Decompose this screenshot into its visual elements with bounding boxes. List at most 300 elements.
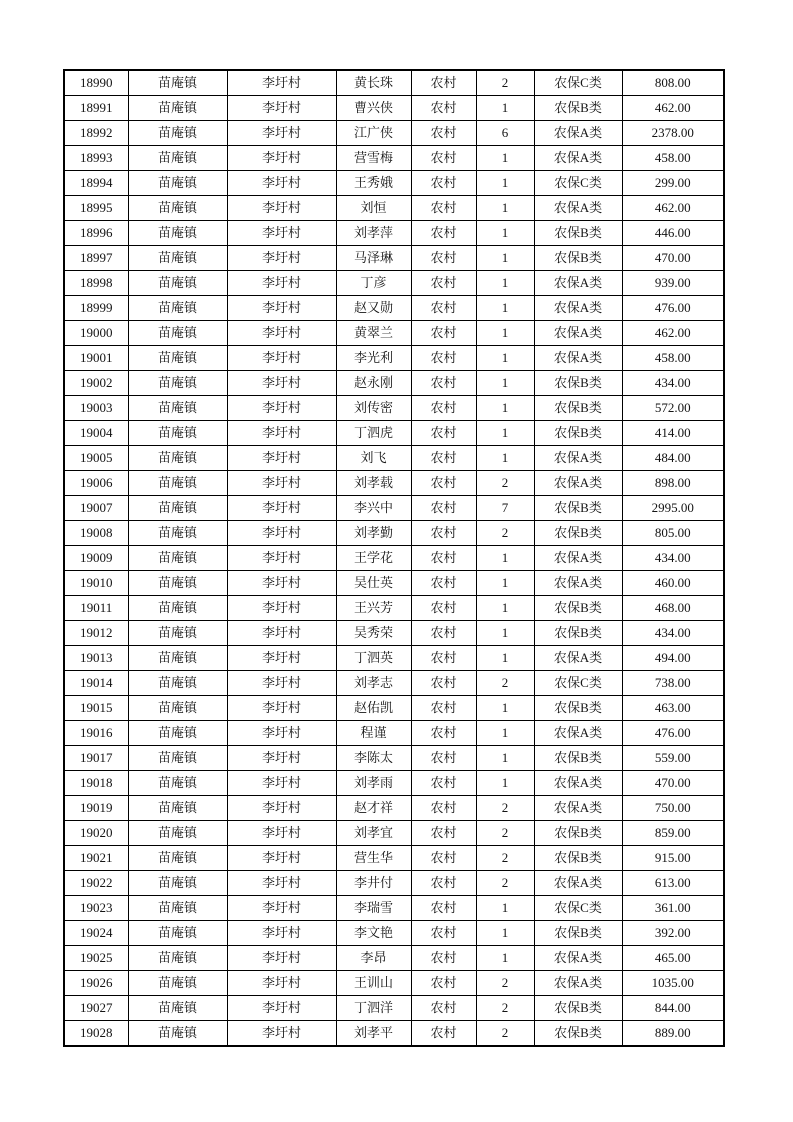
cell-amount: 361.00 — [622, 896, 724, 921]
cell-town: 苗庵镇 — [128, 896, 227, 921]
cell-residence-type: 农村 — [411, 421, 476, 446]
cell-person-name: 黄长珠 — [336, 70, 411, 96]
table-row — [64, 796, 724, 821]
cell-town: 苗庵镇 — [128, 246, 227, 271]
cell-person-name: 程谨 — [336, 721, 411, 746]
cell-person-name: 王训山 — [336, 971, 411, 996]
cell-residence-type: 农村 — [411, 521, 476, 546]
cell-person-name: 王秀娥 — [336, 171, 411, 196]
cell-person-count: 6 — [476, 121, 534, 146]
cell-amount: 463.00 — [622, 696, 724, 721]
cell-person-count: 2 — [476, 471, 534, 496]
cell-residence-type: 农村 — [411, 921, 476, 946]
cell-sequence-number: 19014 — [64, 671, 128, 696]
cell-sequence-number: 18993 — [64, 146, 128, 171]
cell-person-count: 2 — [476, 70, 534, 96]
cell-town: 苗庵镇 — [128, 696, 227, 721]
cell-insurance-category: 农保B类 — [534, 421, 622, 446]
cell-amount: 446.00 — [622, 221, 724, 246]
table-row — [64, 946, 724, 971]
cell-residence-type: 农村 — [411, 296, 476, 321]
table-row — [64, 646, 724, 671]
cell-sequence-number: 18991 — [64, 96, 128, 121]
cell-insurance-category: 农保C类 — [534, 896, 622, 921]
cell-village: 李圩村 — [227, 596, 336, 621]
cell-residence-type: 农村 — [411, 896, 476, 921]
cell-residence-type: 农村 — [411, 571, 476, 596]
cell-village: 李圩村 — [227, 996, 336, 1021]
cell-insurance-category: 农保C类 — [534, 671, 622, 696]
cell-village: 李圩村 — [227, 521, 336, 546]
cell-sequence-number: 19010 — [64, 571, 128, 596]
cell-person-name: 刘孝志 — [336, 671, 411, 696]
cell-sequence-number: 19024 — [64, 921, 128, 946]
cell-insurance-category: 农保A类 — [534, 871, 622, 896]
table-row — [64, 771, 724, 796]
cell-town: 苗庵镇 — [128, 871, 227, 896]
cell-insurance-category: 农保B类 — [534, 246, 622, 271]
cell-town: 苗庵镇 — [128, 471, 227, 496]
cell-insurance-category: 农保B类 — [534, 996, 622, 1021]
cell-sequence-number: 19018 — [64, 771, 128, 796]
cell-insurance-category: 农保A类 — [534, 321, 622, 346]
table-row — [64, 146, 724, 171]
cell-sequence-number: 19027 — [64, 996, 128, 1021]
cell-insurance-category: 农保B类 — [534, 621, 622, 646]
table-row — [64, 296, 724, 321]
cell-sequence-number: 19013 — [64, 646, 128, 671]
cell-town: 苗庵镇 — [128, 1021, 227, 1047]
cell-person-count: 1 — [476, 696, 534, 721]
cell-sequence-number: 19006 — [64, 471, 128, 496]
cell-residence-type: 农村 — [411, 321, 476, 346]
cell-person-name: 刘孝宜 — [336, 821, 411, 846]
cell-sequence-number: 19022 — [64, 871, 128, 896]
cell-amount: 844.00 — [622, 996, 724, 1021]
cell-amount: 805.00 — [622, 521, 724, 546]
cell-person-count: 1 — [476, 346, 534, 371]
cell-person-name: 刘孝平 — [336, 1021, 411, 1047]
cell-village: 李圩村 — [227, 271, 336, 296]
cell-amount: 915.00 — [622, 846, 724, 871]
cell-sequence-number: 19004 — [64, 421, 128, 446]
cell-person-name: 曹兴侠 — [336, 96, 411, 121]
cell-amount: 750.00 — [622, 796, 724, 821]
cell-amount: 808.00 — [622, 70, 724, 96]
cell-village: 李圩村 — [227, 471, 336, 496]
cell-residence-type: 农村 — [411, 271, 476, 296]
cell-sequence-number: 18997 — [64, 246, 128, 271]
cell-person-name: 刘孝载 — [336, 471, 411, 496]
cell-person-name: 赵佑凯 — [336, 696, 411, 721]
cell-insurance-category: 农保B类 — [534, 821, 622, 846]
cell-town: 苗庵镇 — [128, 296, 227, 321]
cell-insurance-category: 农保C类 — [534, 70, 622, 96]
cell-village: 李圩村 — [227, 971, 336, 996]
cell-insurance-category: 农保A类 — [534, 121, 622, 146]
cell-village: 李圩村 — [227, 396, 336, 421]
cell-town: 苗庵镇 — [128, 796, 227, 821]
cell-person-count: 1 — [476, 771, 534, 796]
cell-residence-type: 农村 — [411, 671, 476, 696]
cell-insurance-category: 农保A类 — [534, 471, 622, 496]
cell-insurance-category: 农保A类 — [534, 571, 622, 596]
cell-person-name: 营雪梅 — [336, 146, 411, 171]
table-row — [64, 346, 724, 371]
cell-person-count: 2 — [476, 796, 534, 821]
table-row — [64, 671, 724, 696]
table-row — [64, 571, 724, 596]
cell-amount: 462.00 — [622, 196, 724, 221]
cell-residence-type: 农村 — [411, 946, 476, 971]
cell-residence-type: 农村 — [411, 146, 476, 171]
cell-person-name: 李井付 — [336, 871, 411, 896]
cell-person-count: 1 — [476, 946, 534, 971]
table-row — [64, 421, 724, 446]
cell-residence-type: 农村 — [411, 796, 476, 821]
cell-town: 苗庵镇 — [128, 146, 227, 171]
cell-person-name: 江广侠 — [336, 121, 411, 146]
cell-sequence-number: 19026 — [64, 971, 128, 996]
cell-sequence-number: 19009 — [64, 546, 128, 571]
cell-person-count: 1 — [476, 646, 534, 671]
cell-person-count: 1 — [476, 371, 534, 396]
cell-insurance-category: 农保A类 — [534, 796, 622, 821]
cell-person-name: 丁泗虎 — [336, 421, 411, 446]
cell-person-count: 2 — [476, 671, 534, 696]
cell-village: 李圩村 — [227, 121, 336, 146]
cell-village: 李圩村 — [227, 196, 336, 221]
cell-amount: 476.00 — [622, 721, 724, 746]
cell-town: 苗庵镇 — [128, 946, 227, 971]
cell-sequence-number: 19012 — [64, 621, 128, 646]
cell-person-count: 1 — [476, 171, 534, 196]
cell-person-count: 1 — [476, 396, 534, 421]
cell-insurance-category: 农保B类 — [534, 921, 622, 946]
cell-amount: 613.00 — [622, 871, 724, 896]
cell-village: 李圩村 — [227, 546, 336, 571]
cell-person-name: 赵又勋 — [336, 296, 411, 321]
cell-town: 苗庵镇 — [128, 221, 227, 246]
cell-sequence-number: 19016 — [64, 721, 128, 746]
cell-residence-type: 农村 — [411, 721, 476, 746]
cell-amount: 476.00 — [622, 296, 724, 321]
cell-village: 李圩村 — [227, 221, 336, 246]
cell-amount: 939.00 — [622, 271, 724, 296]
table-row — [64, 1021, 724, 1047]
cell-residence-type: 农村 — [411, 246, 476, 271]
cell-person-name: 丁彦 — [336, 271, 411, 296]
cell-residence-type: 农村 — [411, 971, 476, 996]
cell-residence-type: 农村 — [411, 496, 476, 521]
table-row — [64, 446, 724, 471]
cell-town: 苗庵镇 — [128, 721, 227, 746]
cell-sequence-number: 19000 — [64, 321, 128, 346]
cell-sequence-number: 18999 — [64, 296, 128, 321]
cell-insurance-category: 农保B类 — [534, 1021, 622, 1047]
cell-town: 苗庵镇 — [128, 746, 227, 771]
cell-amount: 572.00 — [622, 396, 724, 421]
cell-person-count: 7 — [476, 496, 534, 521]
cell-village: 李圩村 — [227, 246, 336, 271]
cell-village: 李圩村 — [227, 96, 336, 121]
cell-village: 李圩村 — [227, 746, 336, 771]
cell-town: 苗庵镇 — [128, 771, 227, 796]
cell-person-count: 2 — [476, 871, 534, 896]
cell-person-name: 刘孝勤 — [336, 521, 411, 546]
cell-amount: 434.00 — [622, 546, 724, 571]
cell-sequence-number: 18994 — [64, 171, 128, 196]
cell-insurance-category: 农保A类 — [534, 646, 622, 671]
cell-village: 李圩村 — [227, 921, 336, 946]
cell-insurance-category: 农保A类 — [534, 446, 622, 471]
cell-sequence-number: 18996 — [64, 221, 128, 246]
cell-insurance-category: 农保C类 — [534, 171, 622, 196]
cell-village: 李圩村 — [227, 896, 336, 921]
cell-town: 苗庵镇 — [128, 671, 227, 696]
cell-person-name: 李昂 — [336, 946, 411, 971]
cell-insurance-category: 农保B类 — [534, 396, 622, 421]
table-row — [64, 221, 724, 246]
cell-town: 苗庵镇 — [128, 371, 227, 396]
cell-person-count: 1 — [476, 546, 534, 571]
cell-residence-type: 农村 — [411, 746, 476, 771]
cell-residence-type: 农村 — [411, 171, 476, 196]
cell-residence-type: 农村 — [411, 696, 476, 721]
cell-village: 李圩村 — [227, 946, 336, 971]
table-row — [64, 121, 724, 146]
cell-town: 苗庵镇 — [128, 921, 227, 946]
cell-town: 苗庵镇 — [128, 546, 227, 571]
cell-insurance-category: 农保B类 — [534, 846, 622, 871]
cell-town: 苗庵镇 — [128, 571, 227, 596]
cell-amount: 414.00 — [622, 421, 724, 446]
cell-residence-type: 农村 — [411, 96, 476, 121]
table-row — [64, 321, 724, 346]
cell-residence-type: 农村 — [411, 396, 476, 421]
cell-person-count: 1 — [476, 146, 534, 171]
cell-residence-type: 农村 — [411, 596, 476, 621]
cell-person-count: 1 — [476, 421, 534, 446]
cell-person-name: 刘孝萍 — [336, 221, 411, 246]
cell-village: 李圩村 — [227, 421, 336, 446]
cell-village: 李圩村 — [227, 1021, 336, 1047]
cell-amount: 458.00 — [622, 146, 724, 171]
cell-sequence-number: 19015 — [64, 696, 128, 721]
cell-village: 李圩村 — [227, 70, 336, 96]
cell-person-name: 刘飞 — [336, 446, 411, 471]
cell-amount: 434.00 — [622, 621, 724, 646]
cell-sequence-number: 19017 — [64, 746, 128, 771]
cell-amount: 462.00 — [622, 321, 724, 346]
cell-insurance-category: 农保A类 — [534, 271, 622, 296]
cell-town: 苗庵镇 — [128, 646, 227, 671]
cell-town: 苗庵镇 — [128, 346, 227, 371]
table-row — [64, 521, 724, 546]
cell-person-name: 赵才祥 — [336, 796, 411, 821]
table-row — [64, 546, 724, 571]
table-row — [64, 96, 724, 121]
cell-person-name: 李兴中 — [336, 496, 411, 521]
cell-person-count: 1 — [476, 196, 534, 221]
cell-town: 苗庵镇 — [128, 446, 227, 471]
cell-amount: 468.00 — [622, 596, 724, 621]
cell-sequence-number: 18995 — [64, 196, 128, 221]
table-row — [64, 496, 724, 521]
table-row — [64, 171, 724, 196]
cell-insurance-category: 农保B类 — [534, 746, 622, 771]
table-row — [64, 971, 724, 996]
cell-person-name: 赵永刚 — [336, 371, 411, 396]
cell-town: 苗庵镇 — [128, 396, 227, 421]
cell-person-count: 1 — [476, 321, 534, 346]
cell-residence-type: 农村 — [411, 771, 476, 796]
cell-insurance-category: 农保B类 — [534, 696, 622, 721]
cell-amount: 470.00 — [622, 771, 724, 796]
cell-amount: 299.00 — [622, 171, 724, 196]
cell-village: 李圩村 — [227, 621, 336, 646]
cell-village: 李圩村 — [227, 771, 336, 796]
cell-town: 苗庵镇 — [128, 271, 227, 296]
cell-residence-type: 农村 — [411, 371, 476, 396]
cell-residence-type: 农村 — [411, 646, 476, 671]
cell-town: 苗庵镇 — [128, 846, 227, 871]
cell-sequence-number: 19023 — [64, 896, 128, 921]
cell-sequence-number: 19021 — [64, 846, 128, 871]
cell-village: 李圩村 — [227, 696, 336, 721]
cell-village: 李圩村 — [227, 171, 336, 196]
cell-sequence-number: 19001 — [64, 346, 128, 371]
cell-insurance-category: 农保B类 — [534, 96, 622, 121]
cell-person-count: 2 — [476, 821, 534, 846]
table-row — [64, 746, 724, 771]
cell-village: 李圩村 — [227, 146, 336, 171]
cell-town: 苗庵镇 — [128, 421, 227, 446]
table-row — [64, 696, 724, 721]
cell-residence-type: 农村 — [411, 996, 476, 1021]
cell-insurance-category: 农保A类 — [534, 546, 622, 571]
cell-person-count: 1 — [476, 746, 534, 771]
cell-person-count: 1 — [476, 721, 534, 746]
cell-person-count: 1 — [476, 246, 534, 271]
cell-insurance-category: 农保B类 — [534, 521, 622, 546]
cell-town: 苗庵镇 — [128, 121, 227, 146]
cell-town: 苗庵镇 — [128, 496, 227, 521]
cell-residence-type: 农村 — [411, 1021, 476, 1047]
cell-amount: 898.00 — [622, 471, 724, 496]
cell-person-count: 1 — [476, 621, 534, 646]
table-row — [64, 246, 724, 271]
cell-amount: 462.00 — [622, 96, 724, 121]
cell-sequence-number: 19007 — [64, 496, 128, 521]
table-row — [64, 396, 724, 421]
cell-village: 李圩村 — [227, 871, 336, 896]
cell-person-name: 营生华 — [336, 846, 411, 871]
cell-town: 苗庵镇 — [128, 171, 227, 196]
cell-village: 李圩村 — [227, 571, 336, 596]
cell-village: 李圩村 — [227, 296, 336, 321]
cell-village: 李圩村 — [227, 321, 336, 346]
cell-town: 苗庵镇 — [128, 70, 227, 96]
cell-sequence-number: 18990 — [64, 70, 128, 96]
cell-insurance-category: 农保A类 — [534, 946, 622, 971]
cell-town: 苗庵镇 — [128, 621, 227, 646]
cell-amount: 434.00 — [622, 371, 724, 396]
table-row — [64, 271, 724, 296]
cell-person-name: 李文艳 — [336, 921, 411, 946]
cell-town: 苗庵镇 — [128, 321, 227, 346]
cell-person-count: 1 — [476, 571, 534, 596]
cell-insurance-category: 农保A类 — [534, 971, 622, 996]
cell-person-name: 李陈太 — [336, 746, 411, 771]
cell-person-name: 马泽琳 — [336, 246, 411, 271]
cell-village: 李圩村 — [227, 796, 336, 821]
cell-town: 苗庵镇 — [128, 821, 227, 846]
cell-sequence-number: 19028 — [64, 1021, 128, 1047]
cell-village: 李圩村 — [227, 496, 336, 521]
cell-person-count: 1 — [476, 896, 534, 921]
cell-residence-type: 农村 — [411, 196, 476, 221]
cell-sequence-number: 18992 — [64, 121, 128, 146]
cell-amount: 494.00 — [622, 646, 724, 671]
cell-amount: 1035.00 — [622, 971, 724, 996]
cell-amount: 889.00 — [622, 1021, 724, 1047]
cell-amount: 2378.00 — [622, 121, 724, 146]
cell-insurance-category: 农保A类 — [534, 296, 622, 321]
cell-person-count: 1 — [476, 446, 534, 471]
cell-amount: 470.00 — [622, 246, 724, 271]
cell-village: 李圩村 — [227, 846, 336, 871]
table-row — [64, 846, 724, 871]
cell-sequence-number: 19011 — [64, 596, 128, 621]
cell-person-name: 刘恒 — [336, 196, 411, 221]
cell-residence-type: 农村 — [411, 471, 476, 496]
table-row — [64, 70, 724, 96]
cell-insurance-category: 农保A类 — [534, 146, 622, 171]
cell-person-count: 1 — [476, 296, 534, 321]
cell-sequence-number: 19002 — [64, 371, 128, 396]
table-row — [64, 996, 724, 1021]
cell-amount: 392.00 — [622, 921, 724, 946]
cell-amount: 458.00 — [622, 346, 724, 371]
cell-residence-type: 农村 — [411, 121, 476, 146]
cell-village: 李圩村 — [227, 446, 336, 471]
cell-residence-type: 农村 — [411, 346, 476, 371]
table-row — [64, 621, 724, 646]
cell-person-name: 刘传密 — [336, 396, 411, 421]
cell-person-name: 李瑞雪 — [336, 896, 411, 921]
table-row — [64, 921, 724, 946]
cell-residence-type: 农村 — [411, 821, 476, 846]
table-row — [64, 471, 724, 496]
cell-town: 苗庵镇 — [128, 596, 227, 621]
cell-person-count: 1 — [476, 271, 534, 296]
cell-person-name: 吴秀荣 — [336, 621, 411, 646]
cell-village: 李圩村 — [227, 646, 336, 671]
cell-residence-type: 农村 — [411, 546, 476, 571]
cell-amount: 559.00 — [622, 746, 724, 771]
cell-insurance-category: 农保B类 — [534, 596, 622, 621]
cell-amount: 2995.00 — [622, 496, 724, 521]
cell-town: 苗庵镇 — [128, 996, 227, 1021]
cell-insurance-category: 农保A类 — [534, 721, 622, 746]
cell-person-name: 黄翠兰 — [336, 321, 411, 346]
cell-sequence-number: 19019 — [64, 796, 128, 821]
cell-insurance-category: 农保B类 — [534, 496, 622, 521]
cell-village: 李圩村 — [227, 821, 336, 846]
cell-insurance-category: 农保B类 — [534, 371, 622, 396]
cell-amount: 465.00 — [622, 946, 724, 971]
